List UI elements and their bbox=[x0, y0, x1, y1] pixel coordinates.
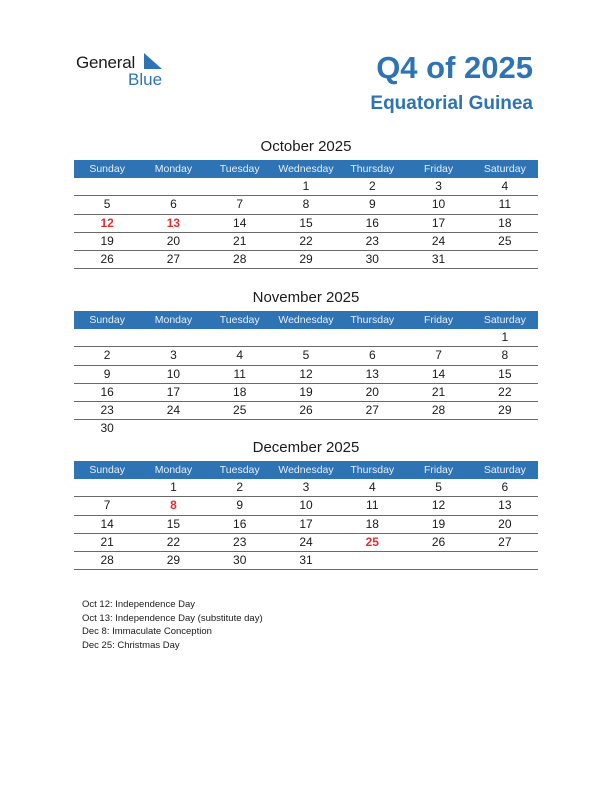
day-cell: 5 bbox=[435, 480, 442, 494]
day-cell: 15 bbox=[299, 215, 313, 230]
calendar-december bbox=[74, 439, 538, 570]
calendar-october bbox=[74, 138, 538, 269]
day-cell: 7 bbox=[236, 197, 244, 212]
calendar-november bbox=[74, 289, 538, 438]
empty-cell bbox=[74, 178, 140, 195]
day-cell: 23 bbox=[365, 233, 379, 248]
weekday-label: Friday bbox=[405, 461, 471, 479]
weekday-label: Wednesday bbox=[273, 311, 339, 329]
day-cell: 28 bbox=[233, 252, 247, 267]
weekday-label: Saturday bbox=[472, 160, 538, 178]
day-cell: 30 bbox=[233, 553, 247, 568]
day-cell: 10 bbox=[431, 197, 446, 212]
day-cell: 30 bbox=[365, 252, 379, 267]
day-cell: 16 bbox=[365, 215, 379, 230]
day-cell: 16 bbox=[100, 384, 114, 399]
holiday-day-cell: 12 bbox=[100, 215, 114, 230]
holiday-notes bbox=[82, 598, 263, 652]
day-cell: 29 bbox=[166, 553, 181, 568]
day-cell: 3 bbox=[435, 179, 442, 193]
day-cell: 6 bbox=[170, 197, 177, 212]
weekday-label: Friday bbox=[405, 160, 471, 178]
day-cell: 5 bbox=[302, 348, 310, 363]
day-cell: 14 bbox=[431, 366, 446, 381]
month-title: October 2025 bbox=[260, 138, 352, 155]
weekday-label: Sunday bbox=[74, 160, 140, 178]
day-cell: 14 bbox=[100, 516, 114, 531]
day-cell: 9 bbox=[236, 498, 244, 513]
day-cell: 7 bbox=[435, 348, 442, 363]
week-row bbox=[74, 233, 538, 251]
week-row bbox=[74, 516, 538, 534]
holiday-day-cell: 8 bbox=[170, 498, 177, 513]
day-cell: 24 bbox=[431, 233, 446, 248]
weekday-header bbox=[74, 311, 538, 329]
empty-cell bbox=[339, 552, 405, 569]
weekday-label: Saturday bbox=[472, 311, 538, 329]
week-row bbox=[74, 552, 538, 570]
day-cell: 12 bbox=[299, 366, 313, 381]
week-row bbox=[74, 420, 538, 437]
holiday-note: Dec 8: Immaculate Conception bbox=[82, 626, 212, 637]
day-cell: 17 bbox=[166, 384, 181, 399]
day-cell: 29 bbox=[299, 252, 313, 267]
day-cell: 23 bbox=[100, 403, 114, 418]
empty-cell bbox=[472, 420, 538, 437]
holiday-day-cell: 25 bbox=[365, 534, 379, 549]
week-row bbox=[74, 534, 538, 552]
weekday-label: Thursday bbox=[339, 461, 405, 479]
day-cell: 20 bbox=[365, 384, 379, 399]
day-cell: 1 bbox=[302, 179, 310, 193]
month-title: December 2025 bbox=[252, 439, 360, 456]
day-cell: 20 bbox=[498, 516, 512, 531]
weekday-header bbox=[74, 461, 538, 479]
day-cell: 25 bbox=[498, 233, 512, 248]
day-cell: 10 bbox=[299, 498, 313, 513]
week-row bbox=[74, 347, 538, 365]
day-cell: 9 bbox=[368, 197, 376, 212]
week-row bbox=[74, 479, 538, 497]
day-cell: 24 bbox=[299, 534, 313, 549]
day-cell: 31 bbox=[431, 252, 446, 267]
weekday-label: Friday bbox=[405, 311, 471, 329]
day-cell: 1 bbox=[170, 480, 177, 494]
day-cell: 4 bbox=[501, 179, 509, 193]
day-cell: 19 bbox=[299, 384, 313, 399]
weekday-label: Saturday bbox=[472, 461, 538, 479]
weekday-label: Tuesday bbox=[207, 160, 273, 178]
empty-cell bbox=[140, 178, 206, 195]
day-cell: 3 bbox=[170, 348, 177, 363]
day-cell: 5 bbox=[103, 197, 111, 212]
weekday-label: Tuesday bbox=[207, 461, 273, 479]
empty-cell bbox=[405, 552, 471, 569]
empty-cell bbox=[339, 329, 405, 346]
day-cell: 9 bbox=[103, 366, 111, 381]
empty-cell bbox=[273, 420, 339, 437]
day-cell: 22 bbox=[498, 384, 512, 399]
weekday-label: Monday bbox=[140, 160, 206, 178]
day-cell: 26 bbox=[299, 403, 313, 418]
week-row bbox=[74, 329, 538, 347]
empty-cell bbox=[74, 479, 140, 496]
day-cell: 8 bbox=[302, 197, 310, 212]
day-cell: 20 bbox=[166, 233, 181, 248]
week-row bbox=[74, 402, 538, 420]
empty-cell bbox=[207, 178, 273, 195]
empty-cell bbox=[207, 420, 273, 437]
day-cell: 2 bbox=[236, 480, 244, 494]
logo-text-blue: Blue bbox=[128, 70, 163, 89]
day-cell: 18 bbox=[498, 215, 512, 230]
day-cell: 6 bbox=[501, 480, 509, 494]
day-cell: 2 bbox=[103, 348, 111, 363]
day-cell: 8 bbox=[501, 348, 509, 363]
empty-cell bbox=[405, 329, 471, 346]
weekday-label: Wednesday bbox=[273, 461, 339, 479]
weekday-label: Thursday bbox=[339, 311, 405, 329]
day-cell: 13 bbox=[498, 498, 512, 513]
day-cell: 12 bbox=[431, 498, 446, 513]
week-row bbox=[74, 497, 538, 515]
empty-cell bbox=[339, 420, 405, 437]
weekday-label: Wednesday bbox=[273, 160, 339, 178]
day-cell: 27 bbox=[365, 403, 379, 418]
empty-cell bbox=[140, 420, 206, 437]
weekday-label: Monday bbox=[140, 311, 206, 329]
day-cell: 24 bbox=[166, 403, 181, 418]
day-cell: 28 bbox=[431, 403, 446, 418]
week-row bbox=[74, 366, 538, 384]
day-cell: 22 bbox=[299, 233, 313, 248]
day-cell: 25 bbox=[233, 403, 247, 418]
day-cell: 31 bbox=[299, 553, 313, 568]
day-cell: 14 bbox=[233, 215, 247, 230]
day-cell: 27 bbox=[166, 252, 181, 267]
day-cell: 1 bbox=[501, 330, 509, 344]
day-cell: 19 bbox=[431, 516, 446, 531]
holiday-note: Dec 25: Christmas Day bbox=[82, 639, 180, 651]
day-cell: 4 bbox=[368, 480, 376, 494]
country-name: Equatorial Guinea bbox=[370, 93, 533, 114]
week-row bbox=[74, 178, 538, 196]
day-cell: 17 bbox=[431, 215, 446, 230]
weekday-label: Tuesday bbox=[207, 311, 273, 329]
week-rows bbox=[74, 329, 538, 438]
holiday-note: Oct 13: Independence Day (substitute day) bbox=[82, 612, 263, 624]
day-cell: 11 bbox=[233, 366, 246, 381]
week-rows bbox=[74, 479, 538, 570]
day-cell: 28 bbox=[100, 553, 114, 568]
weekday-label: Monday bbox=[140, 461, 206, 479]
day-cell: 11 bbox=[498, 197, 512, 212]
day-cell: 7 bbox=[103, 498, 111, 513]
day-cell: 21 bbox=[100, 534, 114, 549]
empty-cell bbox=[472, 552, 538, 569]
day-cell: 27 bbox=[498, 534, 512, 549]
empty-cell bbox=[207, 329, 273, 346]
weekday-label: Sunday bbox=[74, 461, 140, 479]
day-cell: 23 bbox=[233, 534, 247, 549]
day-cell: 21 bbox=[233, 233, 247, 248]
day-cell: 15 bbox=[166, 516, 181, 531]
week-row bbox=[74, 251, 538, 269]
weekday-label: Sunday bbox=[74, 311, 140, 329]
day-cell: 18 bbox=[233, 384, 247, 399]
weekday-label: Thursday bbox=[339, 160, 405, 178]
day-cell: 11 bbox=[366, 498, 379, 513]
day-cell: 15 bbox=[498, 366, 512, 381]
day-cell: 18 bbox=[365, 516, 379, 531]
day-cell: 17 bbox=[299, 516, 313, 531]
day-cell: 30 bbox=[100, 421, 114, 436]
holiday-day-cell: 13 bbox=[166, 215, 181, 230]
empty-cell bbox=[140, 329, 206, 346]
logo-triangle-icon bbox=[142, 53, 164, 69]
week-row bbox=[74, 384, 538, 402]
generalblue-logo bbox=[76, 52, 186, 92]
holiday-note: Oct 12: Independence Day bbox=[82, 599, 196, 610]
day-cell: 29 bbox=[498, 403, 512, 418]
day-cell: 3 bbox=[302, 480, 310, 494]
week-row bbox=[74, 196, 538, 214]
logo-text-general: General bbox=[76, 53, 136, 72]
month-title: November 2025 bbox=[252, 289, 360, 306]
day-cell: 26 bbox=[431, 534, 446, 549]
day-cell: 10 bbox=[166, 366, 181, 381]
day-cell: 6 bbox=[368, 348, 376, 363]
day-cell: 21 bbox=[431, 384, 446, 399]
weekday-header bbox=[74, 160, 538, 178]
day-cell: 22 bbox=[166, 534, 181, 549]
empty-cell bbox=[74, 329, 140, 346]
day-cell: 26 bbox=[100, 252, 114, 267]
week-rows bbox=[74, 178, 538, 269]
day-cell: 19 bbox=[100, 233, 114, 248]
day-cell: 4 bbox=[236, 348, 244, 363]
empty-cell bbox=[472, 251, 538, 268]
empty-cell bbox=[273, 329, 339, 346]
empty-cell bbox=[405, 420, 471, 437]
day-cell: 2 bbox=[368, 179, 376, 193]
page-title: Q4 of 2025 bbox=[376, 50, 533, 85]
week-row bbox=[74, 215, 538, 233]
day-cell: 13 bbox=[365, 366, 379, 381]
day-cell: 16 bbox=[233, 516, 247, 531]
